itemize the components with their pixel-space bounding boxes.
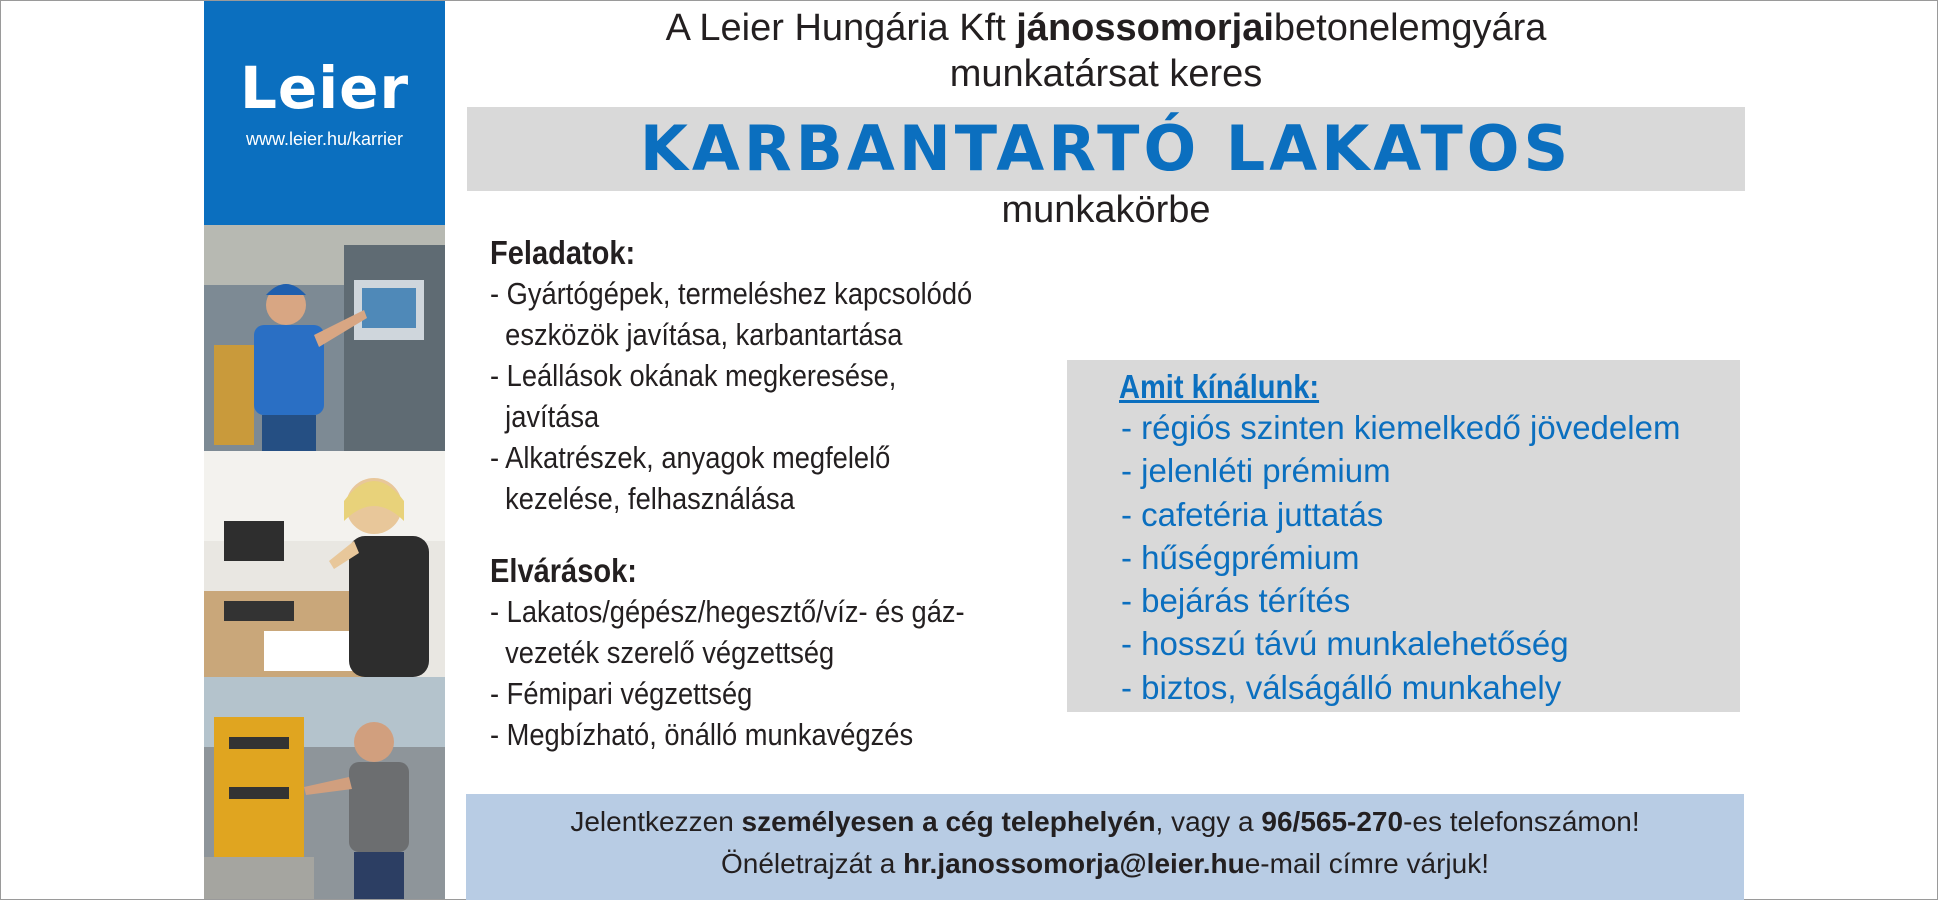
offer-list [1121, 406, 1680, 709]
photo-workshop-worker [204, 677, 445, 899]
offer-item: - biztos, válságálló munkahely [1121, 668, 1562, 706]
contact-in-person: személyesen a cég telephelyén [741, 806, 1156, 837]
job-title-band [467, 107, 1745, 191]
contact-line-email: Önéletrajzát a hr.janossomorja@leier.hue-mail címre várjuk! [720, 848, 1489, 879]
leier-logo: Leier [239, 54, 410, 122]
task-line: eszközök javítása, karbantartása [505, 317, 903, 352]
task-line: - Alkatrészek, anyagok megfelelő [490, 440, 891, 475]
task-line: javítása [505, 399, 600, 434]
offer-box [1067, 360, 1740, 712]
contact-footer [466, 794, 1744, 900]
offer-item: - hosszú távú munkalehetőség [1121, 625, 1569, 663]
headline-seeking: munkatársat keres [949, 53, 1263, 95]
requirement-line: - Lakatos/gépész/hegesztő/víz- és gáz- [490, 594, 965, 629]
offer-item: - jelenléti prémium [1121, 452, 1391, 490]
offer-item: - hűségprémium [1121, 538, 1360, 576]
task-line: - Gyártógépek, termeléshez kapcsolódó [490, 276, 973, 311]
headline-company [466, 4, 1746, 52]
offer-item: - cafetéria juttatás [1121, 495, 1384, 533]
logo-block [204, 1, 445, 225]
headline-location: jánossomorjai [1016, 7, 1274, 49]
requirement-line: - Megbízható, önálló munkavégzés [490, 717, 914, 752]
requirement-line: vezeték szerelő végzettség [505, 635, 835, 670]
contact-line-phone: Jelentkezzen személyesen a cég telephelyén, vagy a 96/565-270-es telefonszámon! [570, 806, 1640, 837]
photo-worker-control-panel [204, 225, 445, 451]
task-line: kezelése, felhasználása [505, 481, 795, 516]
contact-email: hr.janossomorja@leier.hu [903, 848, 1245, 879]
career-url: www.leier.hu/karrier [245, 129, 404, 149]
offer-item: - bejárás térítés [1121, 582, 1351, 620]
requirement-line: - Fémipari végzettség [490, 676, 753, 711]
offer-heading: Amit kínálunk: [1119, 368, 1320, 405]
job-title: KARBANTARTÓ LAKATOS [639, 112, 1573, 185]
job-suffix: munkakörbe [1001, 189, 1211, 231]
photo-office-worker [204, 451, 445, 677]
tasks-requirements-column [490, 232, 1050, 755]
left-sidebar [204, 1, 445, 899]
headline-company-prefix: A Leier Hungária Kft [665, 7, 1017, 49]
requirements-heading: Elvárások: [490, 552, 637, 589]
task-line: - Leállások okának megkeresése, [490, 358, 897, 393]
contact-phone-number: 96/565-270 [1261, 806, 1404, 837]
tasks-heading: Feladatok: [490, 234, 636, 271]
headline-company-suffix: betonelemgyára [1273, 7, 1547, 49]
offer-item: - régiós szinten kiemelkedő jövedelem [1121, 409, 1681, 446]
